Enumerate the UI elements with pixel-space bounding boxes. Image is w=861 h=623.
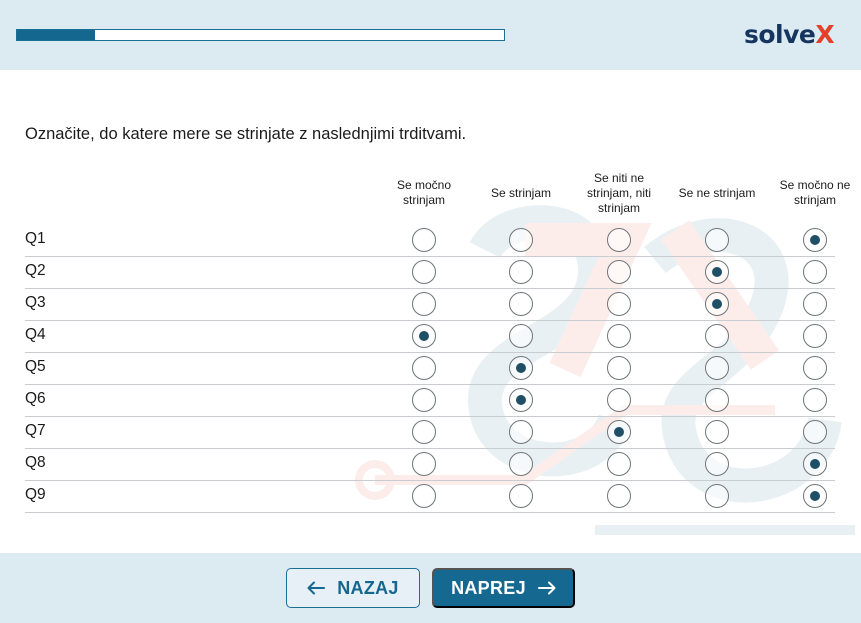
radio-q4-option-3[interactable] [607, 324, 631, 348]
radio-q8-option-3[interactable] [607, 452, 631, 476]
solvex-logo [744, 20, 834, 49]
column-header-5: Se močno ne strinjam [779, 178, 851, 207]
radio-q3-option-5[interactable] [803, 292, 827, 316]
row-label: Q8 [25, 454, 46, 471]
question-row-q6 [25, 385, 835, 417]
arrow-right-icon [538, 581, 556, 595]
radio-q7-option-3[interactable] [607, 420, 631, 444]
radio-q9-option-3[interactable] [607, 484, 631, 508]
radio-q7-option-5[interactable] [803, 420, 827, 444]
column-header-3: Se niti ne strinjam, niti strinjam [586, 170, 651, 215]
row-label: Q5 [25, 358, 46, 375]
question-row-q1 [25, 225, 835, 257]
radio-q3-option-1[interactable] [412, 292, 436, 316]
question-row-q3 [25, 289, 835, 321]
back-button[interactable] [286, 568, 420, 608]
radio-q5-option-3[interactable] [607, 356, 631, 380]
logo-accent: X [815, 20, 835, 49]
radio-q9-option-4[interactable] [705, 484, 729, 508]
radio-q6-option-1[interactable] [412, 388, 436, 412]
question-row-q2 [25, 257, 835, 289]
radio-q4-option-1[interactable] [412, 324, 436, 348]
radio-q6-option-2[interactable] [509, 388, 533, 412]
radio-q2-option-4[interactable] [705, 260, 729, 284]
next-button-label: NAPREJ [451, 577, 526, 598]
radio-q8-option-4[interactable] [705, 452, 729, 476]
radio-q3-option-2[interactable] [509, 292, 533, 316]
question-row-q4 [25, 321, 835, 353]
radio-q7-option-1[interactable] [412, 420, 436, 444]
question-row-q9 [25, 481, 835, 513]
column-header-1: Se močno strinjam [396, 178, 452, 207]
radio-q1-option-2[interactable] [509, 228, 533, 252]
radio-q3-option-4[interactable] [705, 292, 729, 316]
radio-q5-option-2[interactable] [509, 356, 533, 380]
question-row-q7 [25, 417, 835, 449]
arrow-left-icon [307, 581, 325, 595]
radio-q6-option-3[interactable] [607, 388, 631, 412]
radio-q2-option-5[interactable] [803, 260, 827, 284]
radio-q2-option-2[interactable] [509, 260, 533, 284]
column-header-2: Se strinjam [490, 185, 552, 200]
radio-q2-option-1[interactable] [412, 260, 436, 284]
radio-q8-option-5[interactable] [803, 452, 827, 476]
radio-q9-option-1[interactable] [412, 484, 436, 508]
row-label: Q6 [25, 390, 46, 407]
header-bar [0, 0, 861, 70]
radio-q7-option-4[interactable] [705, 420, 729, 444]
column-header-4: Se ne strinjam [678, 185, 756, 200]
radio-q3-option-3[interactable] [607, 292, 631, 316]
progress-fill [17, 30, 95, 40]
radio-q2-option-3[interactable] [607, 260, 631, 284]
radio-q5-option-4[interactable] [705, 356, 729, 380]
question-row-q8 [25, 449, 835, 481]
radio-q1-option-1[interactable] [412, 228, 436, 252]
radio-q4-option-5[interactable] [803, 324, 827, 348]
radio-q8-option-1[interactable] [412, 452, 436, 476]
row-label: Q3 [25, 294, 46, 311]
next-button[interactable] [432, 568, 575, 608]
radio-q9-option-2[interactable] [509, 484, 533, 508]
footer-bar [0, 553, 861, 623]
question-text: Označite, do katere mere se strinjate z naslednjimi trditvami. [25, 125, 467, 143]
radio-q4-option-4[interactable] [705, 324, 729, 348]
radio-q6-option-4[interactable] [705, 388, 729, 412]
radio-q4-option-2[interactable] [509, 324, 533, 348]
radio-q7-option-2[interactable] [509, 420, 533, 444]
radio-q8-option-2[interactable] [509, 452, 533, 476]
question-row-q5 [25, 353, 835, 385]
progress-bar [16, 29, 505, 41]
radio-q1-option-4[interactable] [705, 228, 729, 252]
row-label: Q4 [25, 326, 46, 343]
row-label: Q1 [25, 230, 46, 247]
radio-q9-option-5[interactable] [803, 484, 827, 508]
logo-text: solve [744, 20, 816, 49]
row-label: Q9 [25, 486, 46, 503]
radio-q5-option-1[interactable] [412, 356, 436, 380]
row-label: Q7 [25, 422, 46, 439]
radio-q5-option-5[interactable] [803, 356, 827, 380]
back-button-label: NAZAJ [337, 577, 399, 598]
radio-q1-option-5[interactable] [803, 228, 827, 252]
radio-q1-option-3[interactable] [607, 228, 631, 252]
radio-q6-option-5[interactable] [803, 388, 827, 412]
row-label: Q2 [25, 262, 46, 279]
